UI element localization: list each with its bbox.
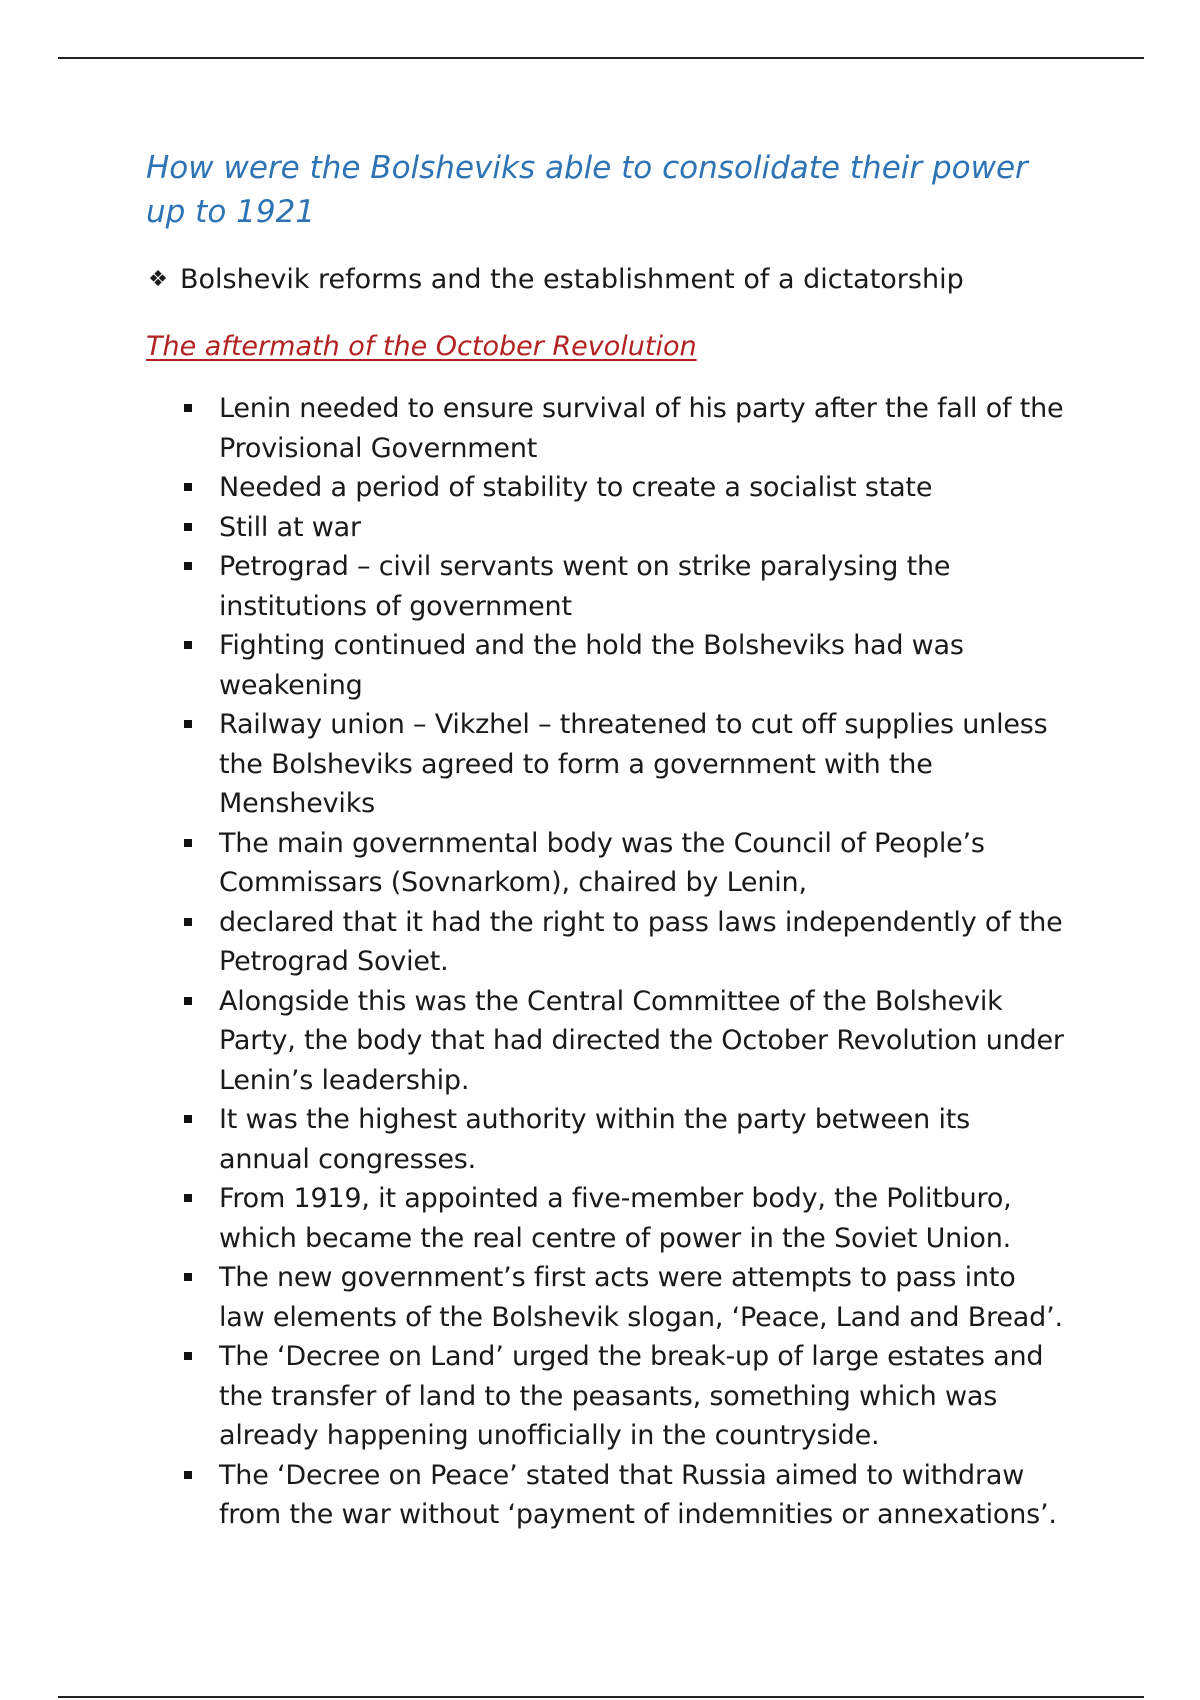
- square-bullet-icon: [184, 483, 192, 491]
- list-item: [146, 982, 1066, 1101]
- square-bullet-icon: [184, 1273, 192, 1281]
- list-item-text: Railway union – Vikzhel – threatened to cut off supplies unless the Bolsheviks agreed to form a government with the Mensheviks: [219, 709, 1048, 819]
- list-item-text: Lenin needed to ensure survival of his party after the fall of the Provisional Government: [219, 393, 1064, 464]
- square-bullet-icon: [184, 918, 192, 926]
- square-bullet-icon: [184, 1471, 192, 1479]
- square-bullet-icon: [184, 523, 192, 531]
- list-item: [146, 1456, 1066, 1535]
- document-body: [146, 146, 1066, 1535]
- list-item-text: The main governmental body was the Council of People’s Commissars (Sovnarkom), chaired by Lenin,: [219, 827, 985, 898]
- list-item: [146, 705, 1066, 824]
- list-item-text: Petrograd – civil servants went on strike paralysing the institutions of government: [219, 551, 951, 622]
- bottom-rule: [58, 1696, 1144, 1698]
- square-bullet-icon: [184, 720, 192, 728]
- list-item: [146, 824, 1066, 903]
- top-rule: [58, 57, 1144, 59]
- list-item-text: Fighting continued and the hold the Bolsheviks had was weakening: [219, 630, 964, 701]
- list-item-text: From 1919, it appointed a five-member body, the Politburo, which became the real centre of power in the Soviet Union.: [219, 1183, 1012, 1254]
- list-item: [146, 1100, 1066, 1179]
- list-item-text: Needed a period of stability to create a socialist state: [219, 472, 933, 503]
- list-item-text: The ‘Decree on Peace’ stated that Russia aimed to withdraw from the war without ‘payment of indemnities or annexations’.: [219, 1459, 1057, 1530]
- square-bullet-icon: [184, 641, 192, 649]
- list-item: [146, 547, 1066, 626]
- list-item-text: declared that it had the right to pass laws independently of the Petrograd Soviet.: [219, 906, 1063, 977]
- list-item: [146, 508, 1066, 548]
- subheading-text: Bolshevik reforms and the establishment of a dictatorship: [180, 264, 964, 295]
- square-bullet-icon: [184, 1115, 192, 1123]
- list-item-text: Still at war: [219, 511, 361, 543]
- square-bullet-icon: [184, 1352, 192, 1360]
- square-bullet-icon: [184, 1194, 192, 1202]
- square-bullet-icon: [184, 839, 192, 847]
- list-item-text: Alongside this was the Central Committee of the Bolshevik Party, the body that had directed the October Revolution under Lenin’s leadership.: [219, 985, 1064, 1096]
- list-item: [146, 468, 1066, 508]
- list-item: [146, 1179, 1066, 1258]
- list-item: [146, 903, 1066, 982]
- list-item: [146, 1258, 1066, 1337]
- section-title: The aftermath of the October Revolution: [146, 331, 697, 362]
- square-bullet-icon: [184, 404, 192, 412]
- four-diamond-bullet-icon: ❖: [148, 267, 168, 292]
- list-item-text: It was the highest authority within the party between its annual congresses.: [219, 1104, 971, 1175]
- square-bullet-icon: [184, 997, 192, 1005]
- list-item: [146, 626, 1066, 705]
- page-title: How were the Bolsheviks able to consolidate their power up to 1921: [146, 150, 1028, 230]
- list-item: [146, 389, 1066, 468]
- list-item-text: The ‘Decree on Land’ urged the break-up of large estates and the transfer of land to the peasants, something which was already happening unofficially in the countryside.: [219, 1341, 1044, 1451]
- bullet-list: [146, 389, 1066, 1535]
- list-item-text: The new government’s first acts were attempts to pass into law elements of the Bolshevik slogan, ‘Peace, Land and Bread’.: [219, 1262, 1063, 1333]
- subheading: [146, 262, 1066, 298]
- square-bullet-icon: [184, 562, 192, 570]
- list-item: [146, 1337, 1066, 1456]
